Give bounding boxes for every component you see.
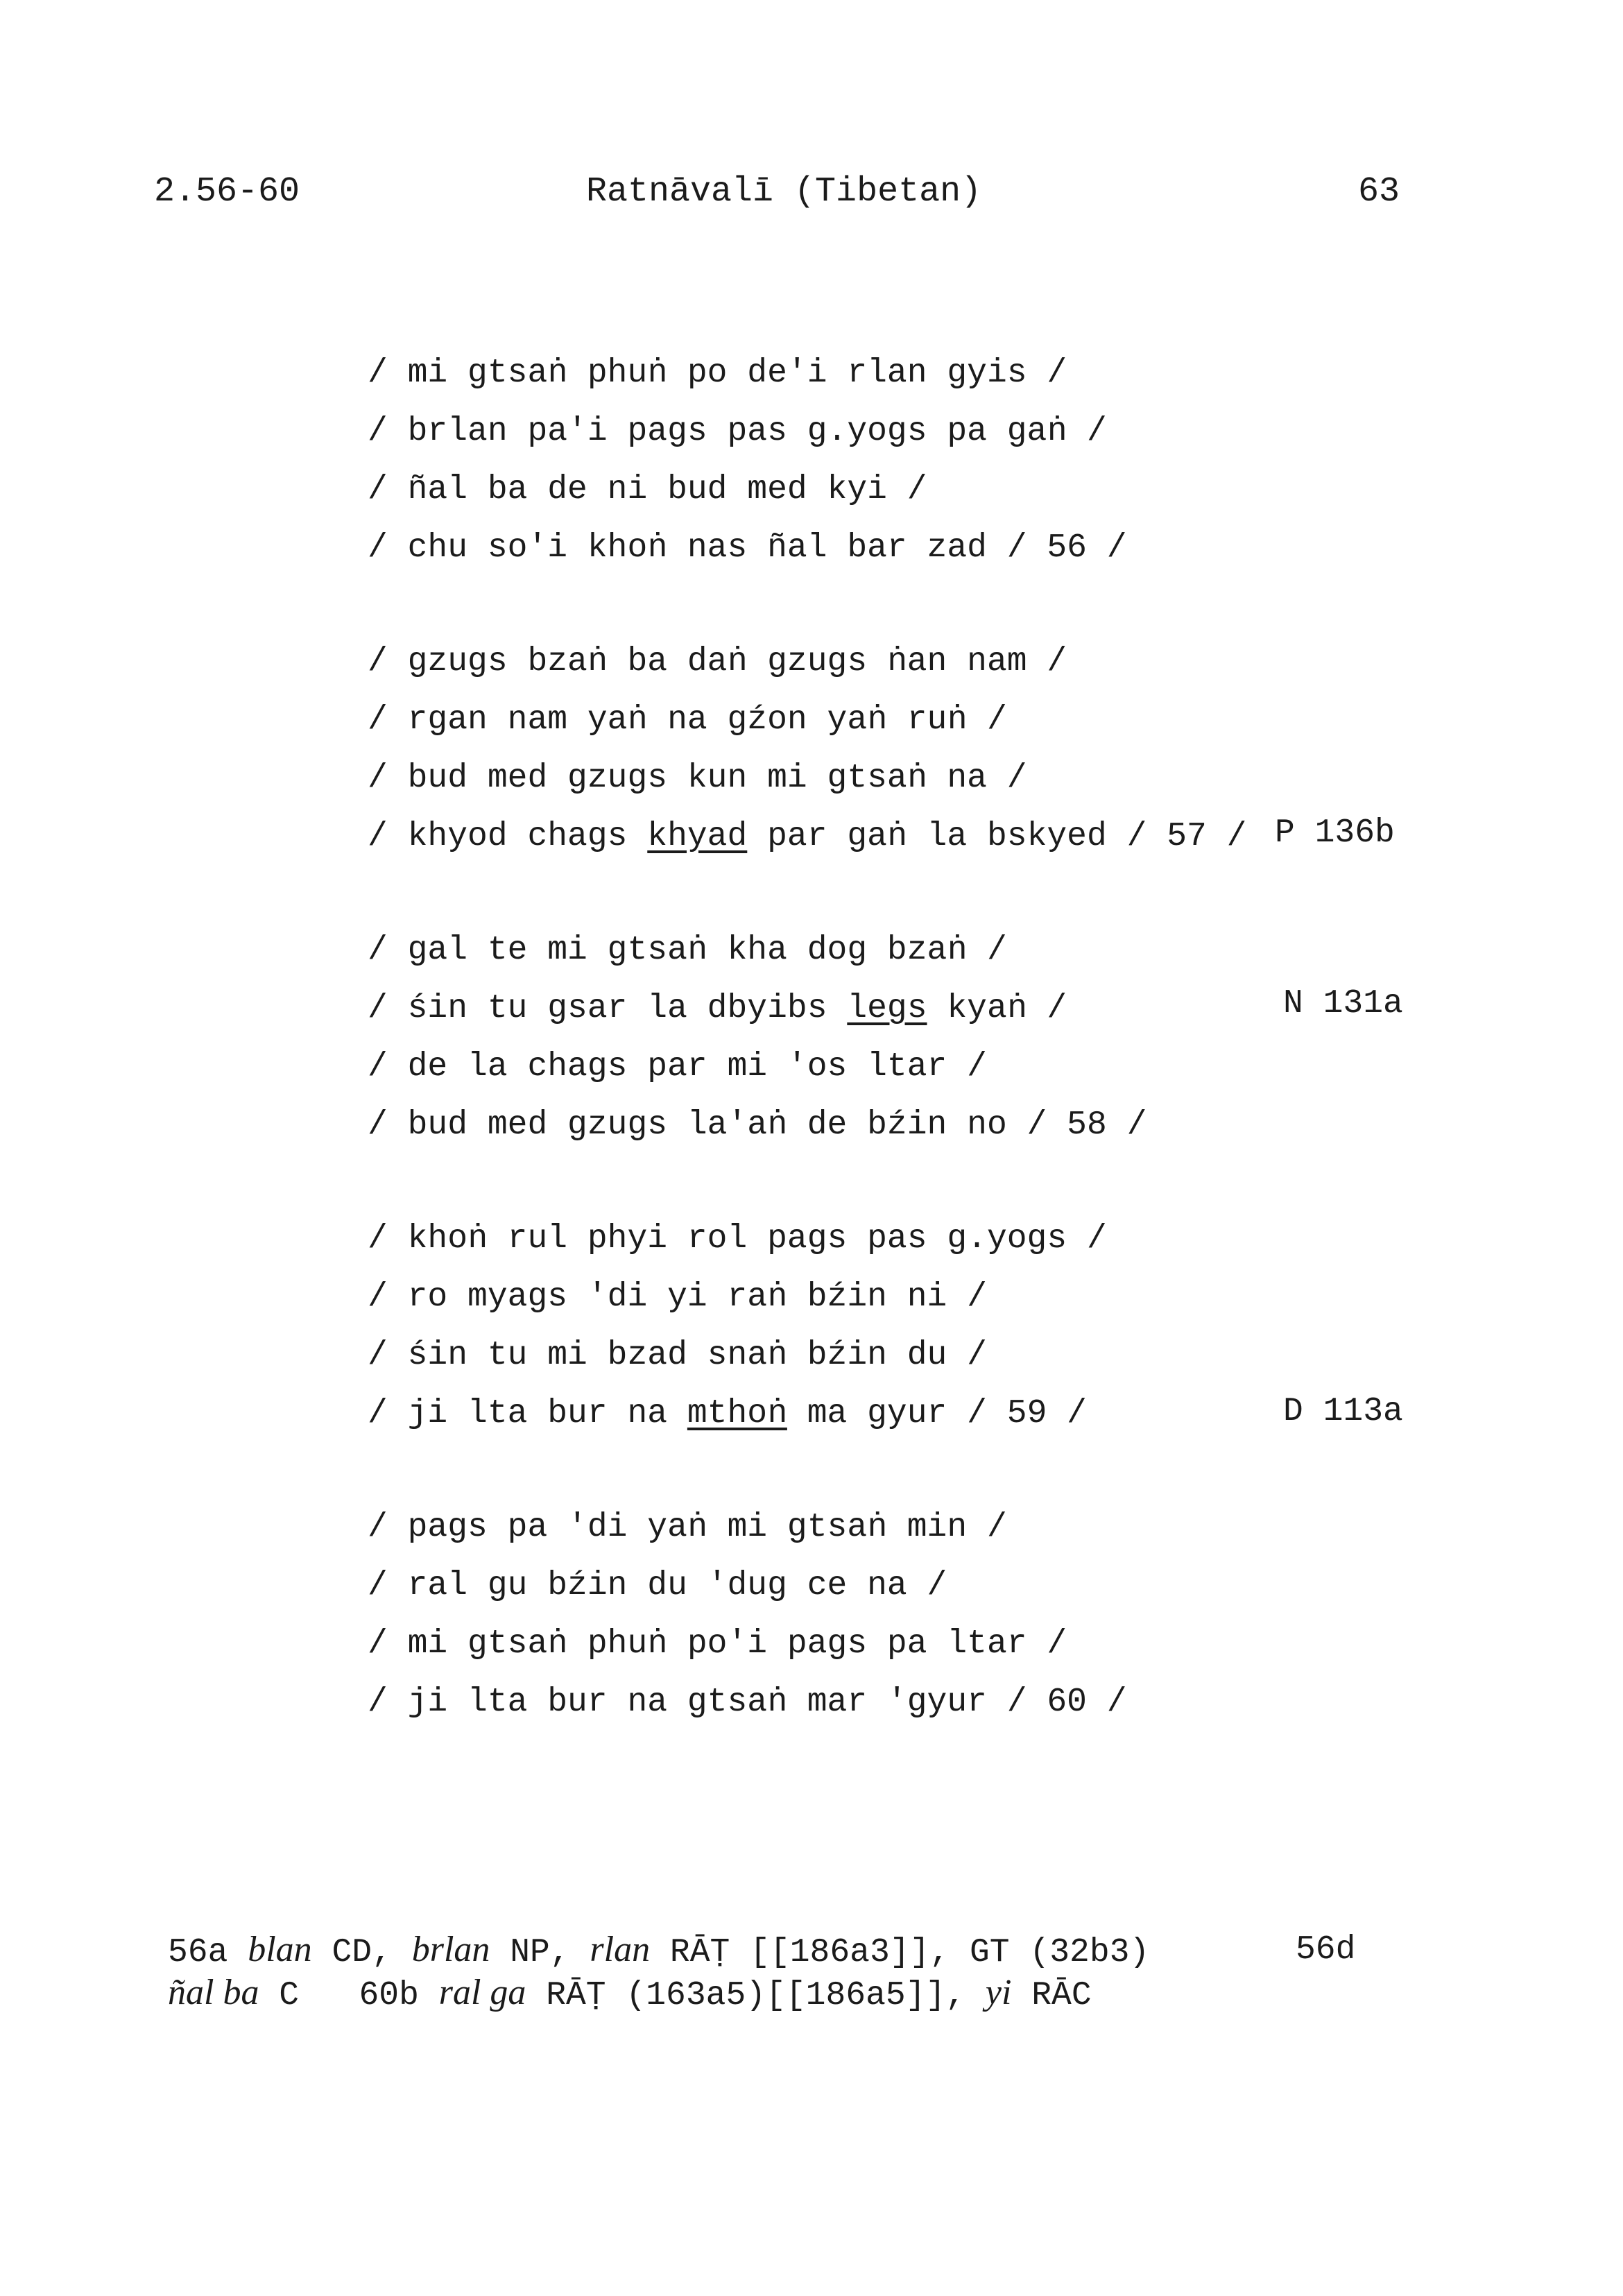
margin-ref-d: D 113a xyxy=(1283,1393,1403,1430)
verse-line: / khyod chags khyad par gaṅ la bskyed / 57 / xyxy=(368,818,1247,855)
page-header xyxy=(0,172,1623,221)
verse-line: / ji lta bur na gtsaṅ mar 'gyur / 60 / xyxy=(368,1684,1127,1721)
verse-line: / pags pa 'di yaṅ mi gtsaṅ min / xyxy=(368,1509,1007,1546)
running-title: Ratnāvalī (Tibetan) xyxy=(586,172,982,212)
margin-ref-n: N 131a xyxy=(1283,985,1403,1022)
stanza-60 xyxy=(368,1498,1127,1731)
note-variant: blan xyxy=(248,1930,312,1969)
verse-line: / ji lta bur na mthoṅ ma gyur / 59 / xyxy=(368,1395,1087,1432)
verse-line: / ñal ba de ni bud med kyi / xyxy=(368,471,927,508)
note-text: RĀC xyxy=(1011,1977,1092,2014)
verse-line: / mi gtsaṅ phuṅ po de'i rlan gyis / xyxy=(368,354,1067,392)
verse-line: / ro myags 'di yi raṅ bźin ni / xyxy=(368,1278,987,1316)
apparatus-notes xyxy=(168,1928,1149,2014)
verse-line: / khoṅ rul phyi rol pags pas g.yogs / xyxy=(368,1220,1107,1258)
apparatus-ref: 56d xyxy=(1296,1931,1356,1969)
verse-line: / ral gu bźin du 'dug ce na / xyxy=(368,1567,947,1604)
note-variant: ñal ba xyxy=(168,1973,259,2012)
stanza-57 xyxy=(368,633,1246,866)
section-number: 2.56-60 xyxy=(154,172,300,212)
underlined-word: mthoṅ xyxy=(687,1395,787,1432)
note-text: CD, xyxy=(311,1934,412,1971)
apparatus-line xyxy=(168,1928,1149,1971)
apparatus-line xyxy=(168,1971,1149,2014)
underlined-word: khyad xyxy=(647,818,748,855)
verse-line: / śin tu mi bzad snaṅ bźin du / xyxy=(368,1337,987,1374)
page-number: 63 xyxy=(1358,172,1400,212)
verse-line: / brlan pa'i pags pas g.yogs pa gaṅ / xyxy=(368,413,1107,450)
note-text: NP, xyxy=(490,1934,590,1971)
note-variant: ral ga xyxy=(438,1973,526,2012)
stanza-59 xyxy=(368,1210,1107,1443)
verse-line: / chu so'i khoṅ nas ñal bar zad / 56 / xyxy=(368,529,1127,567)
underlined-word: legs xyxy=(847,990,927,1027)
verse-line: / gal te mi gtsaṅ kha dog bzaṅ / xyxy=(368,932,1007,969)
note-variant: brlan xyxy=(411,1930,490,1969)
verse-line: / rgan nam yaṅ na gźon yaṅ ruṅ / xyxy=(368,701,1007,739)
note-variant: rlan xyxy=(590,1930,651,1969)
stanza-58 xyxy=(368,921,1147,1154)
verse-line: / mi gtsaṅ phuṅ po'i pags pa ltar / xyxy=(368,1625,1067,1663)
note-variant: yi xyxy=(985,1973,1012,2012)
verse-line: / bud med gzugs la'aṅ de bźin no / 58 / xyxy=(368,1106,1147,1144)
note-text: C 60b xyxy=(259,1977,439,2014)
note-text: RĀṬ [[186a3]], GT (32b3) xyxy=(650,1934,1150,1971)
verse-line: / de la chags par mi 'os ltar / xyxy=(368,1048,987,1086)
verse-line: / bud med gzugs kun mi gtsaṅ na / xyxy=(368,760,1027,797)
note-text: 56a xyxy=(168,1934,248,1971)
note-text: RĀṬ (163a5)[[186a5]], xyxy=(526,1977,986,2014)
margin-ref-p: P 136b xyxy=(1275,814,1395,852)
verse-line: / śin tu gsar la dbyibs legs kyaṅ / xyxy=(368,990,1067,1027)
stanza-56 xyxy=(368,344,1127,577)
verse-line: / gzugs bzaṅ ba daṅ gzugs ṅan nam / xyxy=(368,643,1067,680)
